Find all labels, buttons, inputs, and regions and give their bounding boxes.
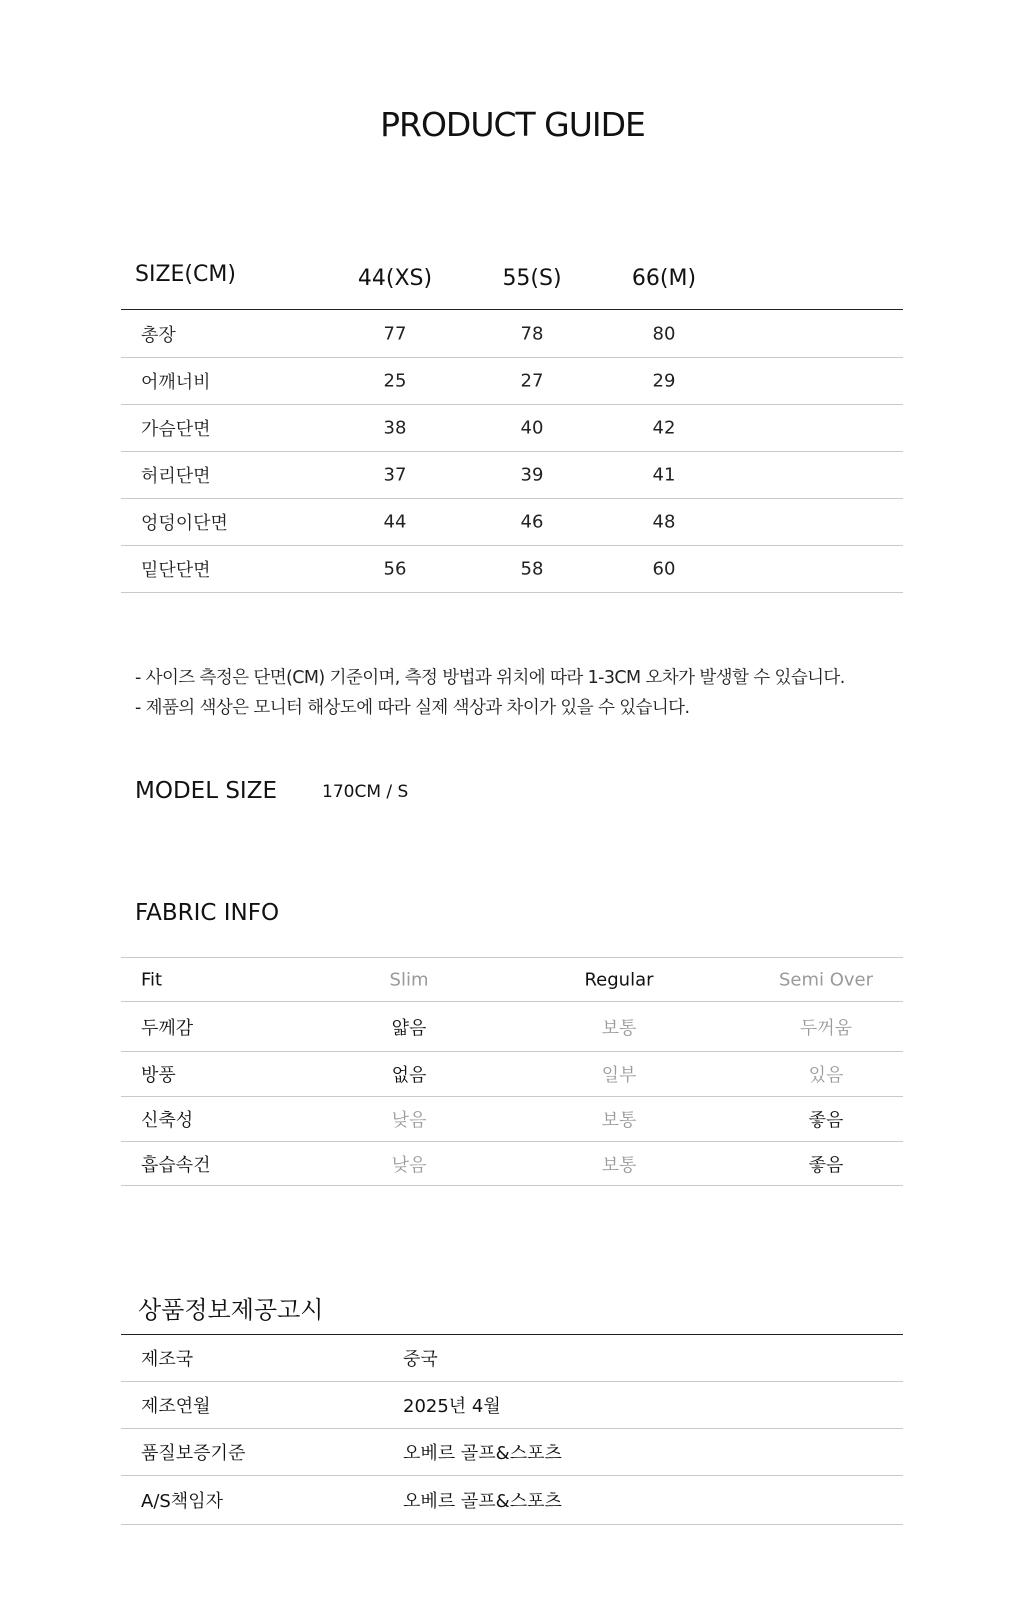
size-cell: 44 [383, 511, 407, 533]
size-row [121, 405, 903, 452]
size-cell: 78 [520, 323, 544, 345]
fabric-fit-row [121, 958, 903, 1002]
fabric-option-selected: 얇음 [391, 1017, 427, 1039]
size-header-55: 55(S) [502, 266, 562, 291]
size-row [121, 311, 903, 358]
fabric-option: 낮음 [391, 1154, 427, 1176]
size-cell: 56 [383, 558, 407, 580]
size-row-label: 밑단단면 [141, 560, 211, 581]
size-header-label: SIZE(CM) [135, 262, 236, 287]
model-size-label: MODEL SIZE [135, 778, 277, 804]
notice-row-value: 오베르 골프&스포츠 [403, 1443, 562, 1464]
fabric-option: 일부 [601, 1065, 637, 1086]
fit-option-selected: Regular [584, 969, 654, 990]
size-row-label: 어깨너비 [141, 372, 211, 393]
fabric-option-selected: 좋음 [808, 1154, 844, 1176]
fabric-option-selected: 없음 [391, 1065, 427, 1086]
fabric-row-label: 방풍 [141, 1065, 176, 1086]
size-row-label: 엉덩이단면 [141, 513, 228, 534]
model-size-value: 170CM / S [322, 782, 409, 802]
size-table-header [121, 262, 903, 310]
size-cell: 25 [383, 370, 407, 392]
notice-row [121, 1429, 903, 1476]
notice-row-label: 제조연월 [141, 1396, 211, 1417]
notice-row [121, 1476, 903, 1525]
fabric-row-label: 두께감 [141, 1017, 194, 1039]
size-row [121, 499, 903, 546]
fabric-option: 보통 [601, 1110, 637, 1131]
size-row [121, 452, 903, 499]
size-note: - 사이즈 측정은 단면(CM) 기준이며, 측정 방법과 위치에 따라 1-3CM 오차가 발생할 수 있습니다. [135, 668, 845, 688]
fabric-row-label: Fit [141, 969, 163, 990]
size-cell: 58 [520, 558, 544, 580]
notice-row-value: 오베르 골프&스포츠 [403, 1491, 562, 1512]
fabric-row [121, 1002, 903, 1052]
fabric-info-title: FABRIC INFO [135, 900, 280, 926]
size-cell: 42 [652, 417, 676, 439]
notice-row-value: 2025년 4월 [403, 1396, 501, 1417]
notice-row [121, 1382, 903, 1429]
size-row [121, 358, 903, 405]
size-row [121, 546, 903, 593]
size-cell: 77 [383, 323, 407, 345]
notice-row-label: 제조국 [141, 1349, 194, 1370]
fabric-row [121, 1052, 903, 1097]
fabric-option: 보통 [601, 1154, 637, 1176]
fabric-option: 보통 [601, 1017, 637, 1039]
size-cell: 39 [520, 464, 544, 486]
size-cell: 48 [652, 511, 676, 533]
size-cell: 29 [652, 370, 676, 392]
notice-row-label: A/S책임자 [141, 1491, 223, 1512]
size-header-66: 66(M) [631, 266, 697, 291]
notice-row-label: 품질보증기준 [141, 1443, 246, 1464]
size-row-label: 허리단면 [141, 466, 211, 487]
fabric-option-selected: 좋음 [808, 1110, 844, 1131]
fabric-row-label: 신축성 [141, 1110, 194, 1131]
size-row-label: 총장 [141, 325, 176, 346]
size-cell: 80 [652, 323, 676, 345]
size-cell: 27 [520, 370, 544, 392]
fabric-row-label: 흡습속건 [141, 1154, 211, 1176]
size-cell: 41 [652, 464, 676, 486]
notice-title: 상품정보제공고시 [138, 1296, 324, 1324]
size-header-44: 44(XS) [357, 266, 433, 291]
size-cell: 38 [383, 417, 407, 439]
fabric-row [121, 1142, 903, 1186]
fit-option: Slim [389, 969, 429, 990]
size-cell: 40 [520, 417, 544, 439]
page-title: PRODUCT GUIDE [380, 105, 645, 144]
size-row-label: 가슴단면 [141, 419, 211, 440]
fabric-option: 두꺼움 [799, 1017, 853, 1039]
color-note: - 제품의 색상은 모니터 해상도에 따라 실제 색상과 차이가 있을 수 있습니다. [135, 698, 690, 718]
size-cell: 46 [520, 511, 544, 533]
fit-option: Semi Over [778, 969, 874, 990]
size-cell: 37 [383, 464, 407, 486]
fabric-option: 있음 [808, 1065, 844, 1086]
size-cell: 60 [652, 558, 676, 580]
notice-row-value: 중국 [403, 1349, 438, 1370]
fabric-option: 낮음 [391, 1110, 427, 1131]
notice-row [121, 1335, 903, 1382]
fabric-row [121, 1097, 903, 1142]
